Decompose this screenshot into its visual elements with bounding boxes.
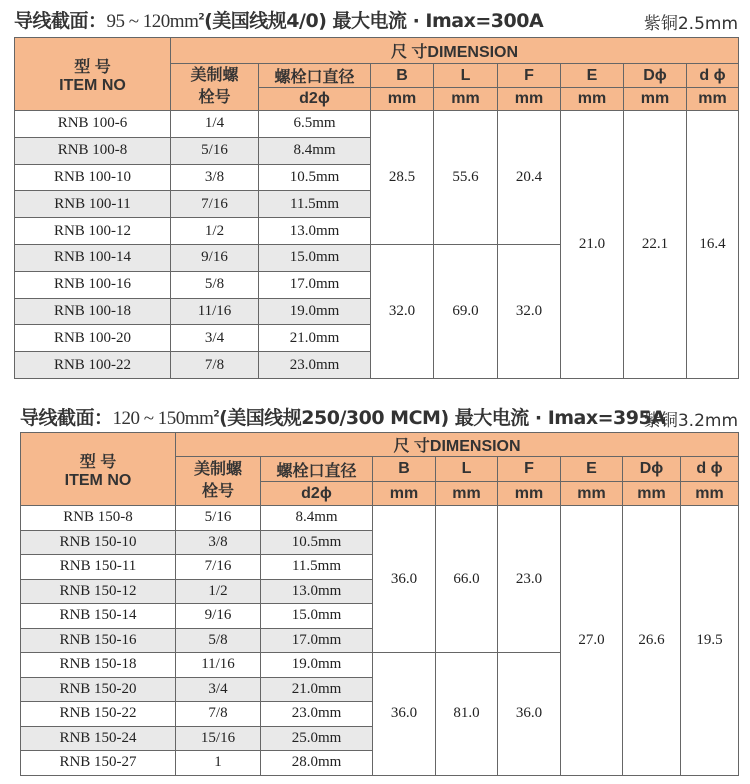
- d2-value: 19.0mm: [261, 653, 373, 678]
- dim-l: 66.0: [436, 506, 498, 653]
- header-unit-mm: mm: [436, 482, 498, 506]
- dim-d: 22.1: [624, 111, 687, 379]
- thread-size: 1/4: [171, 111, 259, 138]
- header-unit-mm: mm: [371, 88, 434, 111]
- header-unit-mm: mm: [624, 88, 687, 111]
- header-unit-mm: mm: [561, 88, 624, 111]
- title-range: 95 ~ 120mm: [106, 11, 199, 32]
- d2-value: 23.0mm: [261, 702, 373, 727]
- header-d: d ϕ: [681, 457, 739, 482]
- thread-size: 5/8: [171, 271, 259, 298]
- dim-b: 36.0: [373, 653, 436, 776]
- thread-size: 1: [176, 751, 261, 776]
- dim-b: 36.0: [373, 506, 436, 653]
- header-item-en: ITEM NO: [59, 76, 126, 94]
- table-row: [21, 506, 739, 531]
- item-no: RNB 100-22: [15, 352, 171, 379]
- item-no: RNB 100-12: [15, 218, 171, 245]
- thread-size: 15/16: [176, 726, 261, 751]
- header-unit-mm: mm: [561, 482, 623, 506]
- item-no: RNB 100-18: [15, 298, 171, 325]
- item-no: RNB 150-12: [21, 579, 176, 604]
- header-dimension: 尺 寸DIMENSION: [176, 433, 739, 457]
- d2-value: 8.4mm: [261, 506, 373, 531]
- header-d: d ϕ: [687, 64, 739, 88]
- title-suffix: (美国线规4/0) 最大电流 · Imax=300A: [204, 10, 544, 32]
- item-no: RNB 150-18: [21, 653, 176, 678]
- title-sup: 2: [198, 12, 205, 23]
- table-row: [15, 111, 739, 138]
- header-b: B: [373, 457, 436, 482]
- header-unit-mm: mm: [681, 482, 739, 506]
- dim-d: 19.5: [681, 506, 739, 776]
- title-prefix: 导线截面：: [14, 10, 107, 32]
- header-unit-mm: mm: [687, 88, 739, 111]
- thread-size: 3/8: [171, 164, 259, 191]
- thread-size: 11/16: [176, 653, 261, 678]
- item-no: RNB 100-16: [15, 271, 171, 298]
- item-no: RNB 150-8: [21, 506, 176, 531]
- d2-value: 13.0mm: [259, 218, 371, 245]
- dim-e: 27.0: [561, 506, 623, 776]
- header-unit-mm: mm: [623, 482, 681, 506]
- d2-value: 21.0mm: [259, 325, 371, 352]
- d2-value: 13.0mm: [261, 579, 373, 604]
- item-no: RNB 150-20: [21, 677, 176, 702]
- title-prefix: 导线截面：: [20, 407, 113, 429]
- header-e: E: [561, 64, 624, 88]
- table2-title: [20, 403, 665, 430]
- item-no: RNB 100-20: [15, 325, 171, 352]
- header-item-cn: 型 号: [79, 453, 117, 471]
- thread-size: 7/8: [171, 352, 259, 379]
- header-d2: d2ϕ: [259, 88, 371, 111]
- header-e: E: [561, 457, 623, 482]
- header-thread: 美制螺栓号: [171, 64, 259, 111]
- d2-value: 17.0mm: [259, 271, 371, 298]
- item-no: RNB 100-11: [15, 191, 171, 218]
- header-item-cn: 型 号: [74, 58, 111, 76]
- item-no: RNB 150-16: [21, 628, 176, 653]
- item-no: RNB 100-14: [15, 244, 171, 271]
- d2-value: 15.0mm: [259, 244, 371, 271]
- item-no: RNB 150-27: [21, 751, 176, 776]
- d2-value: 19.0mm: [259, 298, 371, 325]
- dim-l: 55.6: [434, 111, 498, 245]
- dim-d: 26.6: [623, 506, 681, 776]
- d2-value: 11.5mm: [259, 191, 371, 218]
- item-no: RNB 100-8: [15, 137, 171, 164]
- d2-value: 10.5mm: [259, 164, 371, 191]
- header-unit-mm: mm: [434, 88, 498, 111]
- d2-value: 15.0mm: [261, 604, 373, 629]
- title-range: 120 ~ 150mm: [112, 408, 214, 429]
- spec-table-2: [20, 432, 739, 776]
- dim-b: 28.5: [371, 111, 434, 245]
- header-d: Dϕ: [624, 64, 687, 88]
- header-b: B: [371, 64, 434, 88]
- d2-value: 25.0mm: [261, 726, 373, 751]
- header-f: F: [498, 457, 561, 482]
- dim-f: 23.0: [498, 506, 561, 653]
- dim-f: 36.0: [498, 653, 561, 776]
- item-no: RNB 150-22: [21, 702, 176, 727]
- thread-size: 7/8: [176, 702, 261, 727]
- thread-size: 7/16: [171, 191, 259, 218]
- thread-size: 7/16: [176, 555, 261, 580]
- header-dimension: 尺 寸DIMENSION: [171, 38, 739, 64]
- d2-value: 11.5mm: [261, 555, 373, 580]
- header-l: L: [436, 457, 498, 482]
- thread-size: 3/4: [171, 325, 259, 352]
- table1-material: 紫铜2.5mm: [643, 14, 738, 34]
- thread-size: 11/16: [171, 298, 259, 325]
- d2-value: 6.5mm: [259, 111, 371, 138]
- thread-size: 9/16: [176, 604, 261, 629]
- table2-material: 紫铜3.2mm: [643, 411, 738, 431]
- dim-f: 20.4: [498, 111, 561, 245]
- dim-f: 32.0: [498, 244, 561, 378]
- thread-size: 5/16: [171, 137, 259, 164]
- item-no: RNB 150-11: [21, 555, 176, 580]
- d2-value: 21.0mm: [261, 677, 373, 702]
- thread-size: 1/2: [176, 579, 261, 604]
- thread-size: 5/8: [176, 628, 261, 653]
- header-thread: 美制螺栓号: [176, 457, 261, 506]
- table1-title: [14, 6, 543, 33]
- header-f: F: [498, 64, 561, 88]
- item-no: RNB 150-24: [21, 726, 176, 751]
- item-no: RNB 100-6: [15, 111, 171, 138]
- title-sup: 2: [213, 409, 220, 420]
- dim-d: 16.4: [687, 111, 739, 379]
- header-d2: d2ϕ: [261, 482, 373, 506]
- thread-size: 9/16: [171, 244, 259, 271]
- dim-e: 21.0: [561, 111, 624, 379]
- item-no: RNB 150-14: [21, 604, 176, 629]
- d2-value: 10.5mm: [261, 530, 373, 555]
- spec-table-1: [14, 37, 739, 379]
- d2-value: 23.0mm: [259, 352, 371, 379]
- title-suffix: (美国线规250/300 MCM) 最大电流 · Imax=395A: [219, 407, 666, 429]
- d2-value: 8.4mm: [259, 137, 371, 164]
- header-d: Dϕ: [623, 457, 681, 482]
- d2-value: 17.0mm: [261, 628, 373, 653]
- thread-size: 1/2: [171, 218, 259, 245]
- thread-size: 3/8: [176, 530, 261, 555]
- header-d2-cn: 螺栓口直径: [259, 64, 371, 88]
- header-item-en: ITEM NO: [64, 471, 132, 489]
- header-item-no: [21, 433, 176, 506]
- dim-b: 32.0: [371, 244, 434, 378]
- header-d2-cn: 螺栓口直径: [261, 457, 373, 482]
- item-no: RNB 100-10: [15, 164, 171, 191]
- thread-size: 5/16: [176, 506, 261, 531]
- header-l: L: [434, 64, 498, 88]
- dim-l: 69.0: [434, 244, 498, 378]
- header-item-no: [15, 38, 171, 111]
- d2-value: 28.0mm: [261, 751, 373, 776]
- header-unit-mm: mm: [498, 88, 561, 111]
- item-no: RNB 150-10: [21, 530, 176, 555]
- header-unit-mm: mm: [498, 482, 561, 506]
- header-unit-mm: mm: [373, 482, 436, 506]
- dim-l: 81.0: [436, 653, 498, 776]
- thread-size: 3/4: [176, 677, 261, 702]
